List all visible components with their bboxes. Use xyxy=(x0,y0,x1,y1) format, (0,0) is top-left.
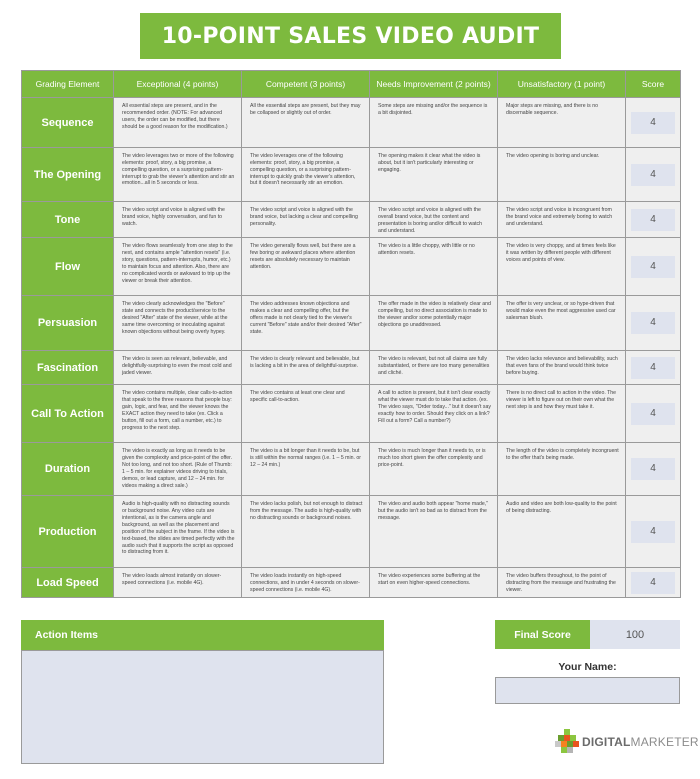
grading-element-label: Tone xyxy=(22,202,114,238)
score-input[interactable]: 4 xyxy=(631,572,675,594)
unsatisfactory-criteria: The offer is very unclear, or so hype-driven that would make even the most aggressive used car salesman blush. xyxy=(498,296,626,351)
competent-criteria: The video addresses known objections and makes a clear and compelling offer, but the offers made is not clearly tied to the viewer's current "Before" state and/or their desired "After" state. xyxy=(242,296,370,351)
action-items-label: Action Items xyxy=(21,620,384,650)
needs-improvement-criteria: The video experiences some buffering at the start on even higher-speed connections. xyxy=(370,568,498,598)
competent-criteria: The video generally flows well, but there are a few boring or awkward places where attention resets are absolutely necessary to maintain attention. xyxy=(242,238,370,296)
score-input[interactable]: 4 xyxy=(631,256,675,278)
score-cell xyxy=(626,496,681,568)
grading-element-label: Call To Action xyxy=(22,385,114,443)
table-row xyxy=(22,443,681,496)
score-input[interactable]: 4 xyxy=(631,521,675,543)
score-input[interactable]: 4 xyxy=(631,312,675,334)
unsatisfactory-criteria: Major steps are missing, and there is no discernable sequence. xyxy=(498,98,626,148)
competent-criteria: The video leverages one of the following elements: proof, story, a big promise, a compelling question, or a surprising pattern-interrupt to quickly grab the viewer's attention, but it doesn't necessarily stir an emotion. xyxy=(242,148,370,202)
score-input[interactable]: 4 xyxy=(631,164,675,186)
table-row xyxy=(22,202,681,238)
exceptional-criteria: The video script and voice is aligned with the brand voice, highly conversation, and fun to watch. xyxy=(114,202,242,238)
grading-element-label: The Opening xyxy=(22,148,114,202)
needs-improvement-criteria: The video is much longer than it needs to, or is much too short given the offer complexity and price-point. xyxy=(370,443,498,496)
score-input[interactable]: 4 xyxy=(631,112,675,134)
grading-element-label: Flow xyxy=(22,238,114,296)
your-name-input[interactable] xyxy=(495,677,680,704)
exceptional-criteria: The video is exactly as long as it needs to be given the complexity and price-point of the offer. Not too long, and not too short. (Rule of Thumb: 1 – 5 min. for explainer videos driving to trials, demos, or lead capture, and 12 – 24 min. for videos making a direct sale.) xyxy=(114,443,242,496)
unsatisfactory-criteria: The video script and voice is incongruent from the brand voice and extremely boring to watch and understand. xyxy=(498,202,626,238)
table-row xyxy=(22,98,681,148)
competent-criteria: All the essential steps are present, but they may be collapsed or slightly out of order. xyxy=(242,98,370,148)
needs-improvement-criteria: The video script and voice is aligned with the overall brand voice, but the content and presentation is boring and/or difficult to watch and understand. xyxy=(370,202,498,238)
score-cell xyxy=(626,202,681,238)
grading-element-label: Persuasion xyxy=(22,296,114,351)
unsatisfactory-criteria: The video buffers throughout, to the point of distracting from the message and frustrating the viewer. xyxy=(498,568,626,598)
competent-criteria: The video is a bit longer than it needs to be, but is still within the normal ranges (i.e. 1 – 5 min. or 12 – 24 min.) xyxy=(242,443,370,496)
exceptional-criteria: All essential steps are present, and in the recommended order. (NOTE: For advanced users, the order can be modified, but there should be a good reason for the modification.) xyxy=(114,98,242,148)
score-cell xyxy=(626,148,681,202)
digitalmarketer-logo xyxy=(555,728,699,756)
logo-text-marketer: MARKETER xyxy=(630,735,699,749)
score-cell xyxy=(626,351,681,385)
score-cell xyxy=(626,238,681,296)
table-row xyxy=(22,385,681,443)
header-unsatisfactory: Unsatisfactory (1 point) xyxy=(498,71,626,98)
needs-improvement-criteria: Some steps are missing and/or the sequence is a bit disjointed. xyxy=(370,98,498,148)
score-input[interactable]: 4 xyxy=(631,357,675,379)
score-input[interactable]: 4 xyxy=(631,403,675,425)
needs-improvement-criteria: The video is relevant, but not all claims are fully substantiated, or there are too many generalities and cliché. xyxy=(370,351,498,385)
grading-element-label: Load Speed xyxy=(22,568,114,598)
score-cell xyxy=(626,296,681,351)
exceptional-criteria: The video loads almost instantly on slower-speed connections (i.e. mobile 4G). xyxy=(114,568,242,598)
score-cell xyxy=(626,568,681,598)
header-exceptional: Exceptional (4 points) xyxy=(114,71,242,98)
exceptional-criteria: The video flows seamlessly from one step to the next, and contains ample "attention resets" (i.e. story, questions, pattern-interrupts, humor, etc.) to maintain focus and attention. Also, there are no complicated words or awkward to trip up the viewer or break their attention. xyxy=(114,238,242,296)
needs-improvement-criteria: The offer made in the video is relatively clear and compelling, but no direct association is made to the viewer and/or some potentially major objections go unaddressed. xyxy=(370,296,498,351)
table-row xyxy=(22,238,681,296)
exceptional-criteria: Audio is high-quality with no distracting sounds or background noise. Any video cuts are intentional, as is the camera angle and background, as well as the placement and position of the subject in the frame. If the video is text-based, the slides are timed perfectly with the audio such that it supports the script as opposed to distracting from it. xyxy=(114,496,242,568)
needs-improvement-criteria: The opening makes it clear what the video is about, but it isn't particularly interesting or engaging. xyxy=(370,148,498,202)
needs-improvement-criteria: A call to action is present, but it isn't clear exactly what the viewer must do to take that action. (ex. The video says, "Order today..." but it doesn't say exactly how to order. Should they click on a link? Fill out a form? Call a number?) xyxy=(370,385,498,443)
table-row xyxy=(22,148,681,202)
grading-element-label: Production xyxy=(22,496,114,568)
score-cell xyxy=(626,98,681,148)
exceptional-criteria: The video clearly acknowledges the "Before" state and connects the product/service to the desired "After" state of the viewer, while at the same time overcoming or inoculating against known objections without being overly hypey. xyxy=(114,296,242,351)
competent-criteria: The video script and voice is aligned with the brand voice, but lacking a clear and compelling personality. xyxy=(242,202,370,238)
competent-criteria: The video is clearly relevant and believable, but is lacking a bit in the area of delightful-surprise. xyxy=(242,351,370,385)
unsatisfactory-criteria: The video is very choppy, and at times feels like it was written by different people with different voices and points of view. xyxy=(498,238,626,296)
grading-element-label: Fascination xyxy=(22,351,114,385)
grading-element-label: Sequence xyxy=(22,98,114,148)
action-items-textarea[interactable] xyxy=(21,650,384,764)
your-name-label: Your Name: xyxy=(558,661,617,673)
competent-criteria: The video lacks polish, but not enough to distract from the message. The audio is high-quality with no distracting sounds or background noises. xyxy=(242,496,370,568)
needs-improvement-criteria: The video and audio both appear "home made," but the audio isn't so bad as to distract from the message. xyxy=(370,496,498,568)
competent-criteria: The video loads instantly on high-speed connections, and in under 4 seconds on slower-speed connections (i.e. mobile 4G). xyxy=(242,568,370,598)
unsatisfactory-criteria: The video lacks relevance and believability, such that even fans of the brand would think twice before buying. xyxy=(498,351,626,385)
header-score: Score xyxy=(626,71,681,98)
score-input[interactable]: 4 xyxy=(631,458,675,480)
unsatisfactory-criteria: The video opening is boring and unclear. xyxy=(498,148,626,202)
logo-text-digital: DIGITAL xyxy=(582,735,631,749)
header-needs-improvement: Needs Improvement (2 points) xyxy=(370,71,498,98)
unsatisfactory-criteria: The length of the video is completely incongruent to the offer that's being made. xyxy=(498,443,626,496)
header-grading-element: Grading Element xyxy=(22,71,114,98)
table-row xyxy=(22,296,681,351)
grading-element-label: Duration xyxy=(22,443,114,496)
audit-rubric-table xyxy=(21,70,681,598)
exceptional-criteria: The video is seen as relevant, believable, and delightfully-surprising to even the most cold and jaded viewer. xyxy=(114,351,242,385)
exceptional-criteria: The video contains multiple, clear calls-to-action that speak to the three reasons that people buy: gain, logic, and fear, and the viewer knows the EXACT action they need to take (ex. Click a button, fill out a form, call a number, etc.) to progress to the next step. xyxy=(114,385,242,443)
score-cell xyxy=(626,443,681,496)
table-header-row xyxy=(22,71,681,98)
unsatisfactory-criteria: There is no direct call to action in the video. The viewer is left to figure out on their own what the next step is and how they must take it. xyxy=(498,385,626,443)
table-row xyxy=(22,351,681,385)
exceptional-criteria: The video leverages two or more of the following elements: proof, story, a big promise, a compelling question, or a surprising pattern-interrupt to grab the viewer's attention and stir an emotion...all in 5 seconds or less. xyxy=(114,148,242,202)
unsatisfactory-criteria: Audio and video are both low-quality to the point of being distracting. xyxy=(498,496,626,568)
needs-improvement-criteria: The video is a little choppy, with little or no attention resets. xyxy=(370,238,498,296)
final-score-label: Final Score xyxy=(495,620,590,649)
competent-criteria: The video contains at least one clear and specific call-to-action. xyxy=(242,385,370,443)
table-row xyxy=(22,568,681,598)
table-row xyxy=(22,496,681,568)
header-competent: Competent (3 points) xyxy=(242,71,370,98)
digitalmarketer-logo-icon xyxy=(555,729,579,755)
score-input[interactable]: 4 xyxy=(631,209,675,231)
score-cell xyxy=(626,385,681,443)
page-title: 10-POINT SALES VIDEO AUDIT xyxy=(140,13,561,59)
final-score-input[interactable]: 100 xyxy=(590,620,680,649)
